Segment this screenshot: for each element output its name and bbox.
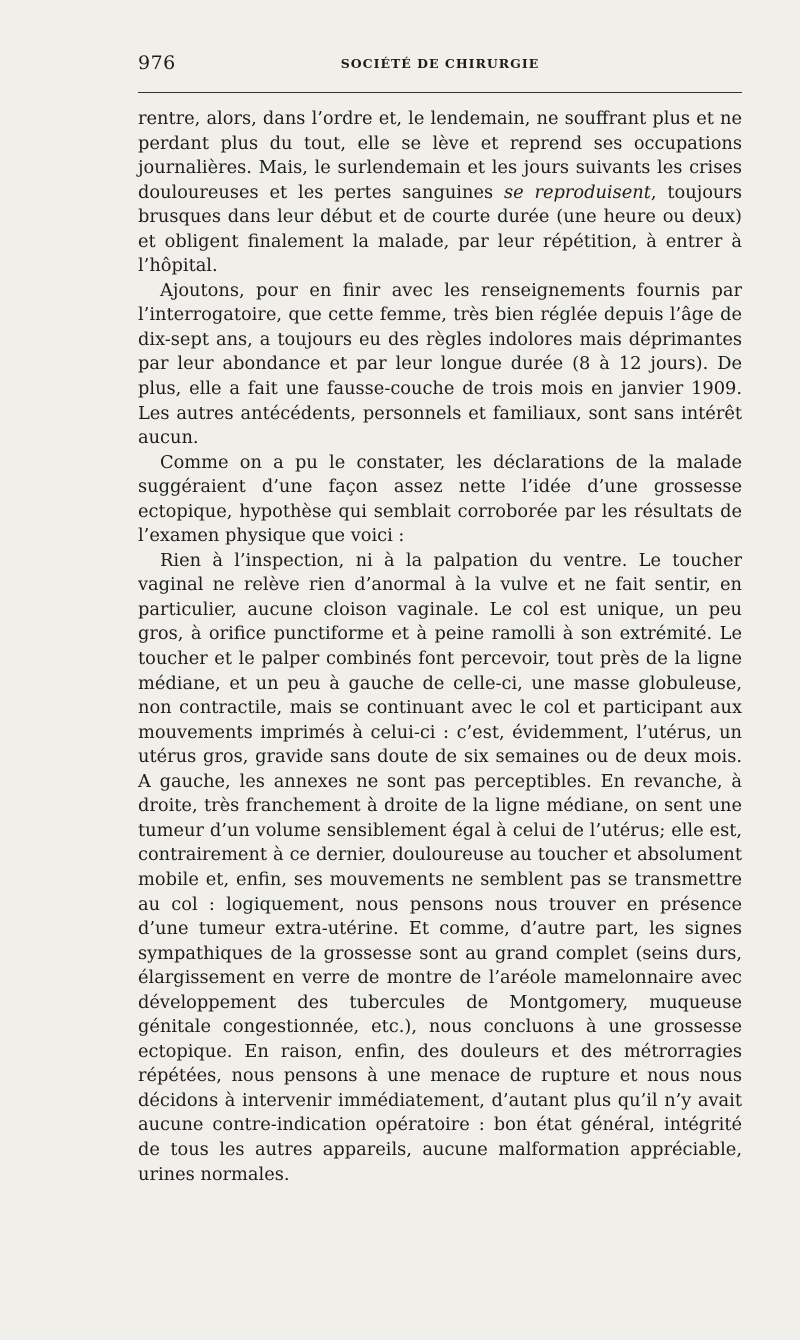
paragraph-1-text-b: , toujours brusques dans leur début et de courte durée (une heure ou deux) et obligent finalement la malade, par leur répétition, à entrer à l’hôpital. — [138, 181, 742, 277]
paragraph-1 — [138, 107, 742, 279]
running-title: SOCIÉTÉ DE CHIRURGIE — [340, 56, 540, 71]
page-number: 976 — [138, 52, 176, 74]
paragraph-1-text-a: rentre, alors, dans l’ordre et, le lendemain, ne souffrant plus et ne perdant plus du tout, elle se lève et reprend ses occupations journalières. Mais, le surlendemain et les jours suivants les crises douloureuses et les pertes sanguines — [138, 108, 742, 203]
paragraph-2: Ajoutons, pour en finir avec les renseignements fournis par l’interrogatoire, que cette femme, très bien réglée depuis l’âge de dix-sept ans, a toujours eu des règles indolores mais déprimantes par leur abondance et par leur longue durée (8 à 12 jours). De plus, elle a fait une fausse-couche de trois mois en janvier 1909. Les autres antécédents, personnels et familiaux, sont sans intérêt aucun. — [138, 279, 742, 449]
body-text — [138, 107, 742, 1187]
paragraph-4: Rien à l’inspection, ni à la palpation du ventre. Le toucher vaginal ne relève rien d’anormal à la vulve et ne fait sentir, en particulier, aucune cloison vaginale. Le col est unique, un peu gros, à orifice punctiforme et à peine ramolli à son extrémité. Le toucher et le palper combinés font percevoir, tout près de la ligne médiane, et un peu à gauche de celle-ci, une masse globuleuse, non contractile, mais se continuant avec le col et participant aux mouvements imprimés à celui-ci : c’est, évidemment, l’utérus, un utérus gros, gravide sans doute de six semaines ou de deux mois. A gauche, les annexes ne sont pas perceptibles. En revanche, à droite, très franchement à droite de la ligne médiane, on sent une tumeur d’un volume sensiblement égal à celui de l’utérus; elle est, contrairement à ce dernier, douloureuse au toucher et absolument mobile et, enfin, ses mouvements ne semblent pas se transmettre au col : logiquement, nous pensons nous trouver en présence d’une tumeur extra-utérine. Et comme, d’autre part, les signes sympathiques de la grossesse sont au grand complet (seins durs, élargissement en verre de montre de l’aréole mamelonnaire avec développement des tubercules de Montgomery, muqueuse génitale congestionnée, etc.), nous concluons à une grossesse ectopique. En raison, enfin, des douleurs et des métrorragies répétées, nous pensons à une menace de rupture et nous nous décidons à intervenir immédiatement, d’autant plus qu’il n’y avait aucune contre-indication opératoire : bon état général, intégrité de tous les autres appareils, aucune malformation appréciable, urines normales. — [138, 549, 742, 1185]
page-header — [138, 52, 742, 76]
paragraph-3: Comme on a pu le constater, les déclarations de la malade suggéraient d’une façon assez nette l’idée d’une grossesse ectopique, hypothèse qui semblait corroborée par les résultats de l’examen physique que voici : — [138, 451, 742, 547]
header-rule — [138, 92, 742, 93]
paragraph-1-emphasis: se reproduisent — [503, 181, 651, 203]
